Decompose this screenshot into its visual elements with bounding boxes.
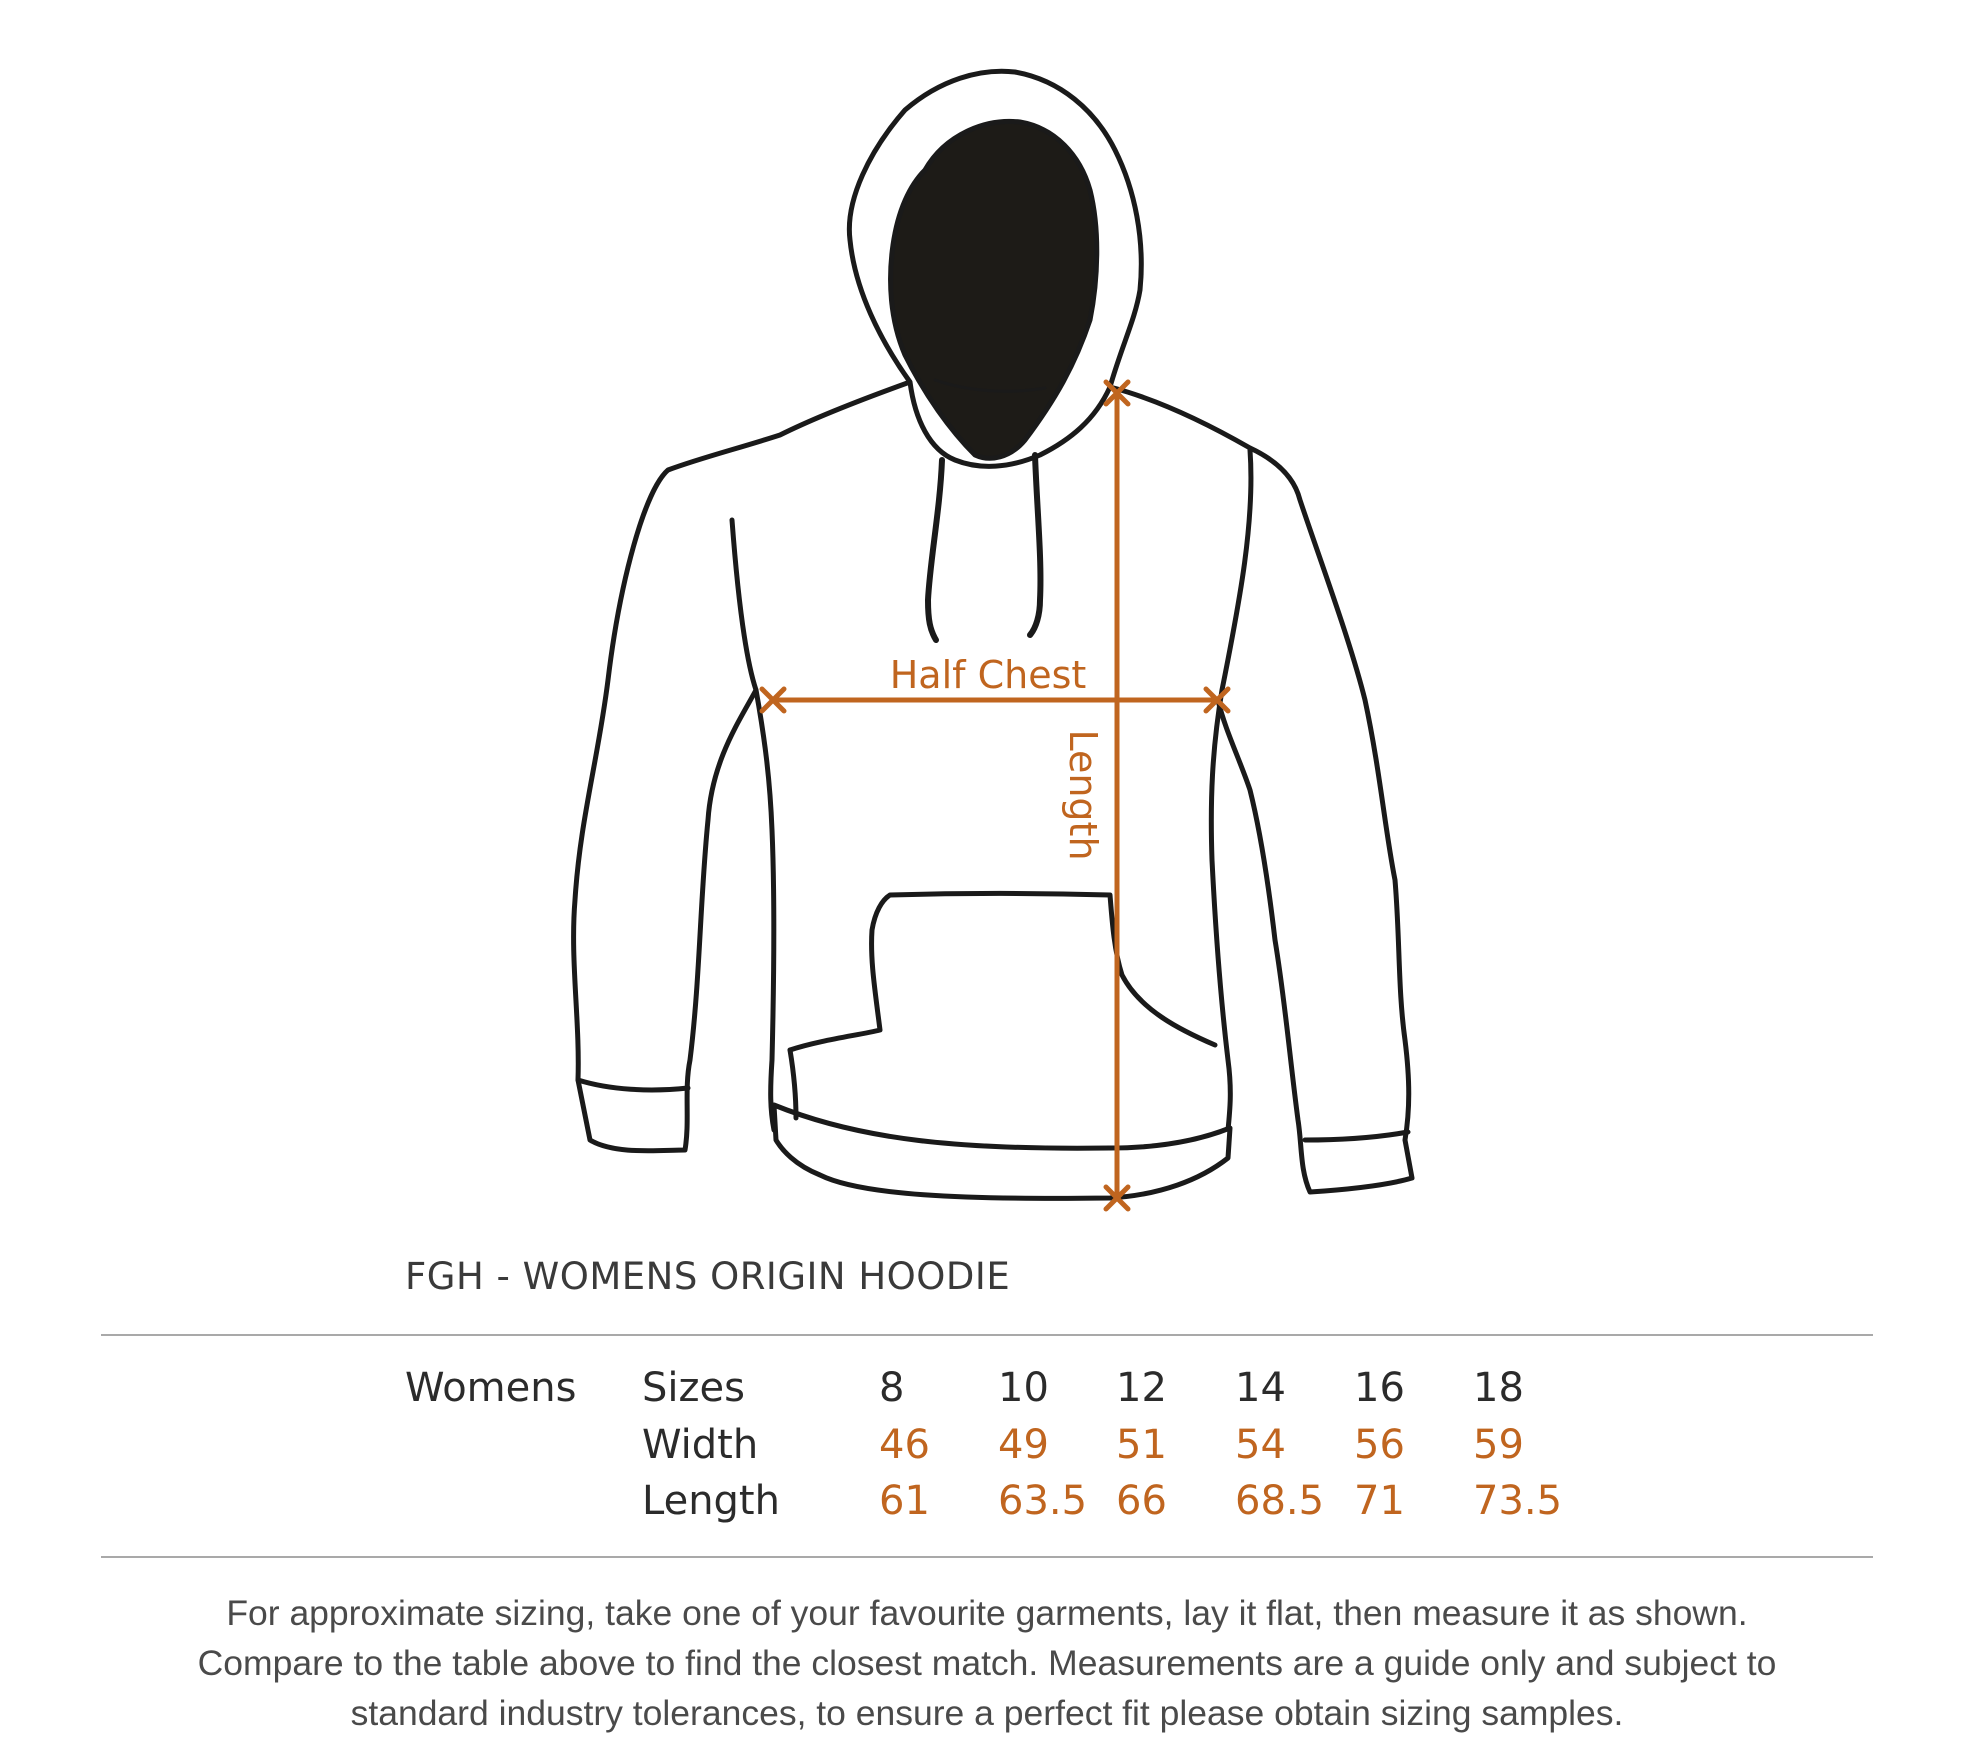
width-value: 51: [1116, 1422, 1167, 1468]
size-value: 8: [879, 1365, 905, 1411]
size-value: 12: [1116, 1365, 1167, 1411]
row-label-sizes: Sizes: [642, 1365, 745, 1411]
width-value: 59: [1473, 1422, 1524, 1468]
size-value: 16: [1354, 1365, 1405, 1411]
sizing-note-line: standard industry tolerances, to ensure a perfect fit please obtain sizing samples.: [350, 1693, 1624, 1733]
length-value: 63.5: [998, 1478, 1088, 1524]
size-value: 10: [998, 1365, 1049, 1411]
right-drawstring: [1030, 455, 1040, 635]
length-value: 61: [879, 1478, 930, 1524]
width-value: 49: [998, 1422, 1049, 1468]
waistband-outline: [774, 1105, 1230, 1198]
right-sleeve-outline: [1110, 387, 1412, 1192]
kangaroo-pocket-outline: [790, 894, 1215, 1051]
size-value: 18: [1473, 1365, 1524, 1411]
sizing-note-line: For approximate sizing, take one of your favourite garments, lay it flat, then measure it as shown.: [226, 1593, 1748, 1633]
length-value: 73.5: [1473, 1478, 1563, 1524]
width-value: 46: [879, 1422, 930, 1468]
length-value: 71: [1354, 1478, 1405, 1524]
row-label-length: Length: [642, 1478, 780, 1524]
row-label-width: Width: [642, 1422, 759, 1468]
width-value: 56: [1354, 1422, 1405, 1468]
hoodie-outline-icon: [574, 71, 1412, 1198]
pocket-bottom-line: [790, 1050, 796, 1118]
size-table: [0, 1360, 1963, 1540]
width-value: 54: [1235, 1422, 1286, 1468]
length-value: 66: [1116, 1478, 1167, 1524]
product-title: FGH - WOMENS ORIGIN HOODIE: [405, 1255, 1011, 1298]
table-group-label: Womens: [405, 1365, 577, 1411]
table-bottom-divider: [101, 1556, 1873, 1558]
half-chest-label: Half Chest: [889, 653, 1087, 697]
sizing-note-line: Compare to the table above to find the closest match. Measurements are a guide only and subject to: [197, 1643, 1777, 1683]
size-value: 14: [1235, 1365, 1286, 1411]
length-label: Length: [1061, 729, 1105, 861]
left-drawstring: [928, 460, 942, 640]
sizing-note: [101, 1588, 1873, 1738]
length-value: 68.5: [1235, 1478, 1325, 1524]
table-top-divider: [101, 1334, 1873, 1336]
